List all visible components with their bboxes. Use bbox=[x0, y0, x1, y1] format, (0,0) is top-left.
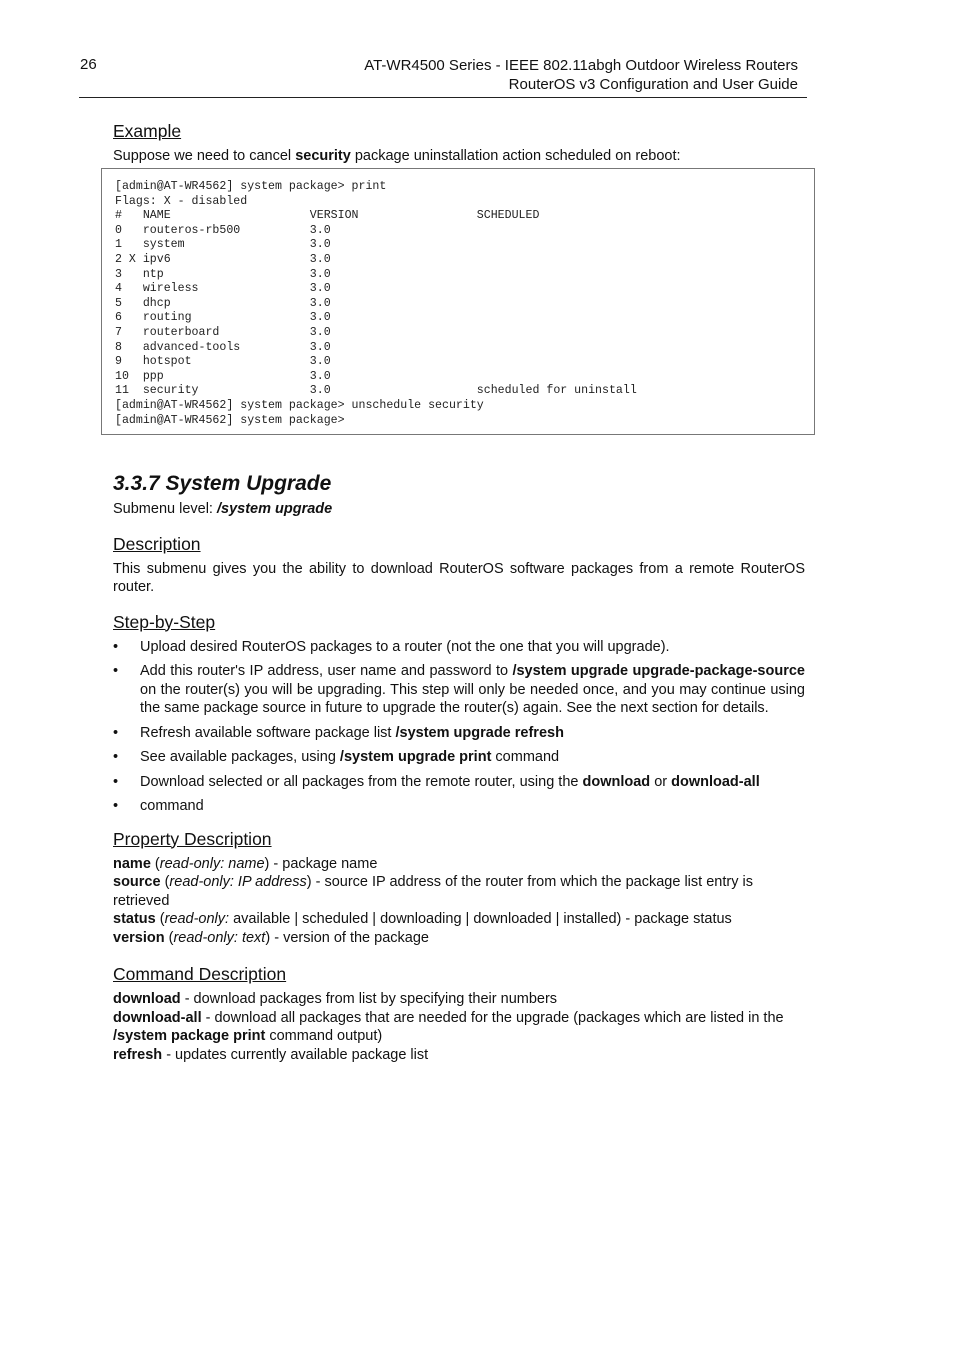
list-item: • Upload desired RouterOS packages to a router (not the one that you will upgrade). bbox=[113, 638, 805, 657]
command-heading: Command Description bbox=[113, 964, 287, 984]
command-download: download - download packages from list by specifying their numbers bbox=[113, 991, 558, 1007]
list-item: • Add this router's IP address, user name and password to /system upgrade upgrade-package-source on the router(s) you will be upgrading. This step will only be needed once, and you may continue using the same package source in future to upgrade the router(s) again. See the next section for details. bbox=[113, 662, 805, 718]
list-item: • Refresh available software package list /system upgrade refresh bbox=[113, 724, 805, 743]
steps-heading: Step-by-Step bbox=[113, 611, 216, 632]
example-intro: Suppose we need to cancel security package uninstallation action scheduled on reboot: bbox=[113, 148, 681, 164]
example-section bbox=[113, 120, 805, 166]
property-status: status (read-only: available | scheduled | downloading | downloaded | installed) - package status bbox=[113, 911, 732, 927]
property-list bbox=[113, 855, 805, 948]
command-refresh: refresh - updates currently available package list bbox=[113, 1046, 429, 1063]
page-number: 26 bbox=[80, 56, 97, 73]
property-heading: Property Description bbox=[113, 828, 272, 849]
steps-list bbox=[113, 638, 805, 816]
property-name: name (read-only: name) - package name bbox=[113, 855, 378, 872]
code-example-box bbox=[101, 168, 815, 435]
list-item: • See available packages, using /system upgrade print command bbox=[113, 748, 805, 767]
header-divider bbox=[79, 97, 807, 98]
header-title-line1: AT-WR4500 Series - IEEE 802.11abgh Outdoor Wireless Routers bbox=[364, 57, 798, 74]
submenu-level: Submenu level: /system upgrade bbox=[113, 501, 333, 517]
property-version: version (read-only: text) - version of the package bbox=[113, 929, 429, 946]
description-text: This submenu gives you the ability to download RouterOS software packages from a remote RouterOS router. bbox=[113, 560, 805, 595]
list-item: • command bbox=[113, 797, 805, 816]
section-title: 3.3.7 System Upgrade bbox=[113, 472, 332, 495]
command-download-all: download-all - download all packages that are needed for the upgrade (packages which are listed in the /system package print command output) bbox=[113, 1009, 784, 1044]
command-list bbox=[113, 990, 805, 1064]
list-item: • Download selected or all packages from the remote router, using the download or download-all bbox=[113, 773, 805, 792]
system-upgrade-section bbox=[113, 470, 805, 1064]
header-title-line2: RouterOS v3 Configuration and User Guide bbox=[508, 76, 798, 93]
example-heading: Example bbox=[113, 121, 182, 141]
code-listing: [admin@AT-WR4562] system package> print Flags: X - disabled # NAME VERSION SCHEDULED 0 routeros-rb500 3.0 1 system 3.0 2 X ipv6 3.0 3 ntp 3.0 4 wireless 3.0 5 dhcp 3.0 6 routing 3.0 7 routerboard 3.0 8 advanced-tools 3.0 9 hotspot 3.0 10 ppp 3.0 11 security 3.0 scheduled for uninstall [admin@AT-WR4562] system package> unschedule security [admin@AT-WR4562] system package> bbox=[115, 180, 637, 427]
description-heading: Description bbox=[113, 533, 201, 554]
running-header bbox=[364, 56, 798, 94]
property-source: source (read-only: IP address) - source IP address of the router from which the package list entry is retrieved bbox=[113, 874, 753, 909]
